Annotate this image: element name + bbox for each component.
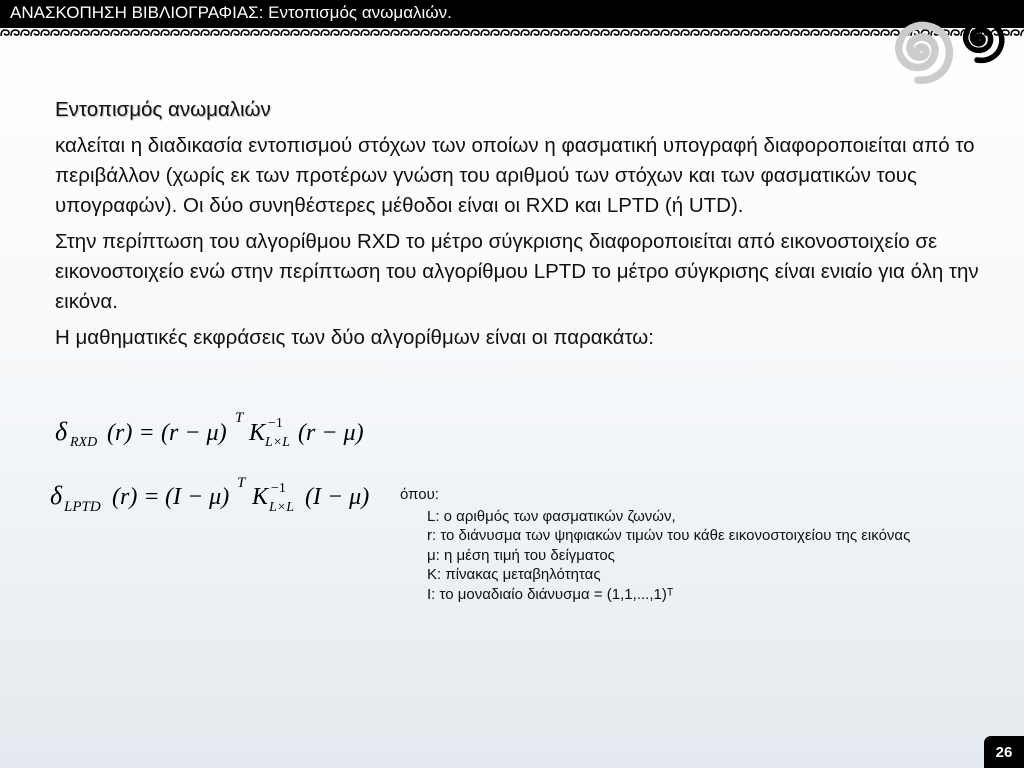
page-number: 26 [995, 744, 1013, 761]
lptd-first-term: (I − μ) [165, 484, 230, 510]
rxd-first-term: (r − μ) [161, 420, 227, 446]
paragraph-comparison: Στην περίπτωση του αλγορίθμου RXD το μέτρο σύγκρισης διαφοροποιείται από εικονοστοιχείο σε εικονοστοιχείο ενώ στην περίπτωση του αλγορίθμου LPTD το μέτρο σύγκρισης είναι ενιαίο για όλη την εικόνα. [55, 230, 979, 313]
lptd-transpose: T [237, 476, 246, 491]
greek-key-border [0, 28, 1024, 38]
rxd-delta: δ [55, 417, 68, 446]
spiral-icon [887, 12, 959, 92]
lptd-matrix-subscript: L×L [269, 500, 295, 515]
legend-item: L: ο αριθμός των φασματικών ζωνών, [427, 507, 676, 525]
rxd-inverse: −1 [268, 416, 283, 431]
rxd-formula [55, 408, 385, 454]
rxd-matrix: K [249, 420, 266, 446]
slide-title: ΑΝΑΣΚΟΠΗΣΗ ΒΙΒΛΙΟΓΡΑΦΙΑΣ: Εντοπισμός ανωμαλιών. [10, 3, 452, 22]
rxd-subscript: RXD [70, 435, 98, 450]
lptd-last-term: (I − μ) [305, 484, 370, 510]
lptd-equals: = [145, 484, 159, 510]
lptd-formula [50, 476, 390, 522]
rxd-equals: = [140, 420, 154, 446]
lptd-lhs-arg: (r) [112, 484, 138, 510]
lptd-delta: δ [50, 481, 63, 510]
legend-item: I: το μοναδιαίο διάνυσμα = (1,1,...,1)ᵀ [427, 585, 674, 603]
lptd-subscript: LPTD [64, 499, 101, 515]
legend-item: r: το διάνυσμα των ψηφιακών τιμών του κάθε εικονοστοιχείου της εικόνας [427, 527, 911, 544]
rxd-transpose: T [235, 410, 244, 426]
lptd-inverse: −1 [271, 481, 286, 496]
rxd-matrix-subscript: L×L [265, 435, 291, 450]
paragraph-definition: καλείται η διαδικασία εντοπισμού στόχων των οποίων η φασματική υπογραφή διαφοροποιείται από το περιβάλλον (χωρίς εκ των προτέρων γνώση του αριθμού των στόχων και των φασματικών τους υπογραφών). Οι δύο συνηθέστερες μέθοδοι είναι οι RXD και LPTD (ή UTD). [55, 134, 975, 217]
rxd-last-term: (r − μ) [298, 420, 364, 446]
slide-content [55, 95, 985, 359]
rxd-lhs-arg: (r) [107, 420, 133, 446]
lptd-matrix: K [252, 484, 269, 510]
content-heading: Εντοπισμός ανωμαλιών [55, 98, 271, 121]
paragraph-formulas-intro: Η μαθηματικές εκφράσεις των δύο αλγορίθμων είναι οι παρακάτω: [55, 326, 654, 349]
spiral-icon [950, 12, 1010, 68]
legend-heading: όπου: [400, 486, 439, 503]
page-number-badge [984, 736, 1024, 768]
title-bar [0, 0, 1024, 28]
legend-item: μ: η μέση τιμή του δείγματος [427, 546, 615, 564]
legend-item: K: πίνακας μεταβηλότητας [427, 566, 601, 583]
legend [400, 485, 910, 604]
